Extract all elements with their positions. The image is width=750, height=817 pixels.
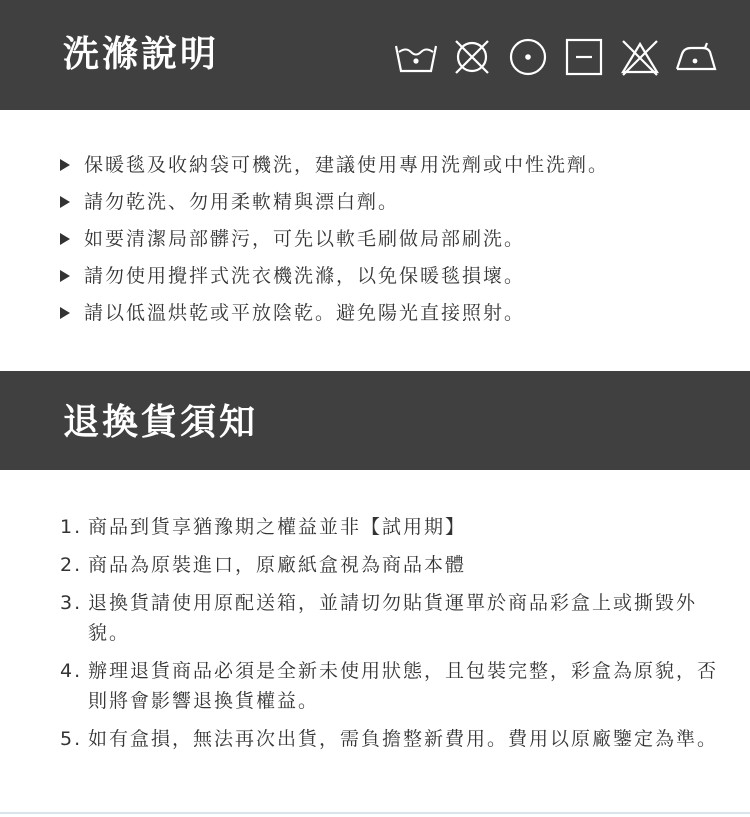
list-item-text: 辦理退貨商品必須是全新未使用狀態，且包裝完整，彩盒為原貌，否則將會影響退換貨權益。 [88,660,719,712]
list-item [60,187,609,224]
item-number: 1. [60,516,83,538]
list-item [60,298,609,335]
bullet-triangle-icon [60,159,70,171]
care-icons [393,37,719,77]
list-item [60,724,720,754]
list-item [60,261,609,298]
list-item-text: 商品為原裝進口，原廠紙盒視為商品本體 [88,554,467,576]
list-item-text: 請勿使用攪拌式洗衣機洗滌，以免保暖毯損壞。 [84,265,526,287]
item-number: 4. [60,660,83,682]
list-item [60,550,720,580]
returns-policy-list [60,512,720,762]
bullet-triangle-icon [60,270,70,282]
list-item [60,150,609,187]
list-item [60,512,720,542]
list-item [60,656,720,716]
dry-flat-icon [561,37,607,77]
list-item-text: 退換貨請使用原配送箱，並請切勿貼貨運單於商品彩盒上或撕毀外貌。 [88,592,698,644]
hand-wash-icon [393,37,439,77]
item-number: 5. [60,728,83,750]
returns-title: 退換貨須知 [63,402,259,443]
returns-header [0,371,750,470]
tumble-dry-low-icon [505,37,551,77]
list-item-text: 如要清潔局部髒污，可先以軟毛刷做局部刷洗。 [84,228,526,250]
list-item [60,224,609,261]
washing-title: 洗滌說明 [63,34,220,75]
do-not-bleach-icon [617,37,663,77]
list-item-text: 請勿乾洗、勿用柔軟精與漂白劑。 [84,191,400,213]
list-item-text: 如有盒損，無法再次出貨，需負擔整新費用。費用以原廠鑒定為準。 [88,728,719,750]
bullet-triangle-icon [60,233,70,245]
list-item-text: 請以低溫烘乾或平放陰乾。避免陽光直接照射。 [84,302,526,324]
iron-low-icon [673,37,719,77]
item-number: 3. [60,592,83,614]
bullet-triangle-icon [60,307,70,319]
bottom-divider [0,812,750,814]
list-item [60,588,720,648]
washing-header [0,0,750,110]
do-not-tumble-dry-icon [449,37,495,77]
washing-instructions-list [60,150,609,335]
list-item-text: 商品到貨享猶豫期之權益並非【試用期】 [88,516,467,538]
list-item-text: 保暖毯及收納袋可機洗，建議使用專用洗劑或中性洗劑。 [84,154,610,176]
item-number: 2. [60,554,83,576]
bullet-triangle-icon [60,196,70,208]
